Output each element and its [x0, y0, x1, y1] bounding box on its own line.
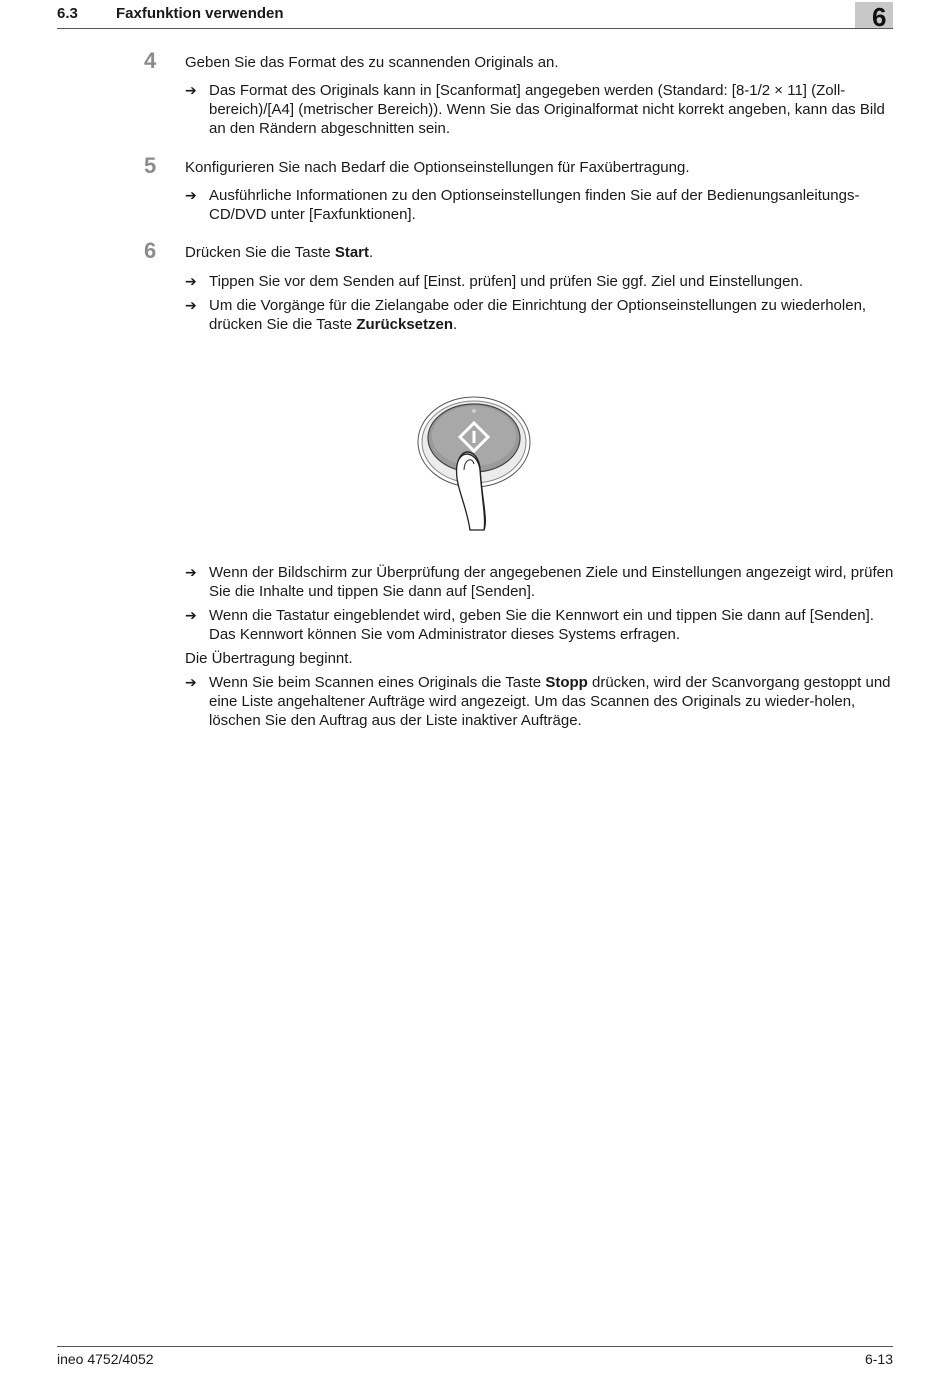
- section-number: 6.3: [57, 5, 78, 22]
- footer-divider: [57, 1346, 893, 1347]
- step-number-5: 5: [144, 153, 157, 178]
- page-header: [0, 0, 950, 32]
- footer-model: ineo 4752/4052: [57, 1351, 154, 1367]
- chapter-number: 6: [872, 2, 887, 32]
- step-5-note: Ausführliche Informationen zu den Optionseinstellungen finden Sie auf der Bedienungsanleitungs-CD/DVD unter [Faxfunktionen].: [209, 187, 860, 223]
- stop-note: [209, 673, 895, 730]
- step-5-text: Konfigurieren Sie nach Bedarf die Optionseinstellungen für Faxübertragung.: [185, 159, 690, 176]
- step-6-note-check: Tippen Sie vor dem Senden auf [Einst. prüfen] und prüfen Sie ggf. Ziel und Einstellungen.: [209, 273, 803, 290]
- stop-note-before: Wenn Sie beim Scannen eines Originals die Taste: [209, 674, 546, 691]
- step-6-text-after: .: [369, 244, 374, 261]
- step-number-4: 4: [144, 48, 157, 73]
- header-divider: [57, 28, 893, 29]
- reset-key-label: Zurücksetzen: [356, 316, 454, 333]
- arrow-icon: ➔: [185, 297, 197, 313]
- keyboard-note: Wenn die Tastatur eingeblendet wird, geben Sie die Kennwort ein und tippen Sie dann auf [Senden]. Das Kennwort können Sie vom Administrator dieses Systems erfragen.: [209, 607, 874, 643]
- reset-note-after: .: [453, 316, 458, 333]
- step-6-text-before: Drücken Sie die Taste: [185, 244, 335, 261]
- transmission-start-text: Die Übertragung beginnt.: [185, 650, 353, 667]
- footer-page-number: 6-13: [864, 1351, 893, 1367]
- step-6-text: [185, 243, 890, 262]
- arrow-icon: ➔: [185, 273, 197, 289]
- arrow-icon: ➔: [185, 82, 197, 98]
- arrow-icon: ➔: [185, 564, 197, 580]
- arrow-icon: ➔: [185, 674, 197, 690]
- reset-note-before: Um die Vorgänge für die Zielangabe oder die Einrichtung der Optionseinstellungen zu wiederholen, drücken Sie die Taste: [209, 297, 867, 333]
- arrow-icon: ➔: [185, 187, 197, 203]
- step-4-note: Das Format des Originals kann in [Scanformat] angegeben werden (Standard: [8-1/2 × 11] (Zoll-bereich)/[A4] (metrischer Bereich)). Wenn Sie das Originalformat nicht korrekt angeben, kann das Bild an den Rändern abgeschnitten sein.: [209, 82, 885, 137]
- step-4-text: Geben Sie das Format des zu scannenden Originals an.: [185, 54, 559, 71]
- start-key-label: Start: [334, 244, 369, 261]
- stop-key-label: Stopp: [545, 674, 588, 691]
- stop-note-after: drücken, wird der Scanvorgang gestoppt und eine Liste angehaltener Aufträge wird angezeigt. Um das Scannen des Originals zu wieder-holen, löschen Sie den Auftrag aus der Liste inaktiver Aufträge.: [209, 674, 891, 729]
- start-button-press-icon: [410, 390, 540, 535]
- step-number-6: 6: [144, 238, 157, 263]
- step-6-note-reset: [209, 296, 895, 334]
- confirm-screen-note: Wenn der Bildschirm zur Überprüfung der angegebenen Ziele und Einstellungen angezeigt wird, prüfen Sie die Inhalte und tippen Sie dann auf [Senden].: [209, 564, 894, 600]
- arrow-icon: ➔: [185, 607, 197, 623]
- section-title: Faxfunktion verwenden: [116, 5, 284, 22]
